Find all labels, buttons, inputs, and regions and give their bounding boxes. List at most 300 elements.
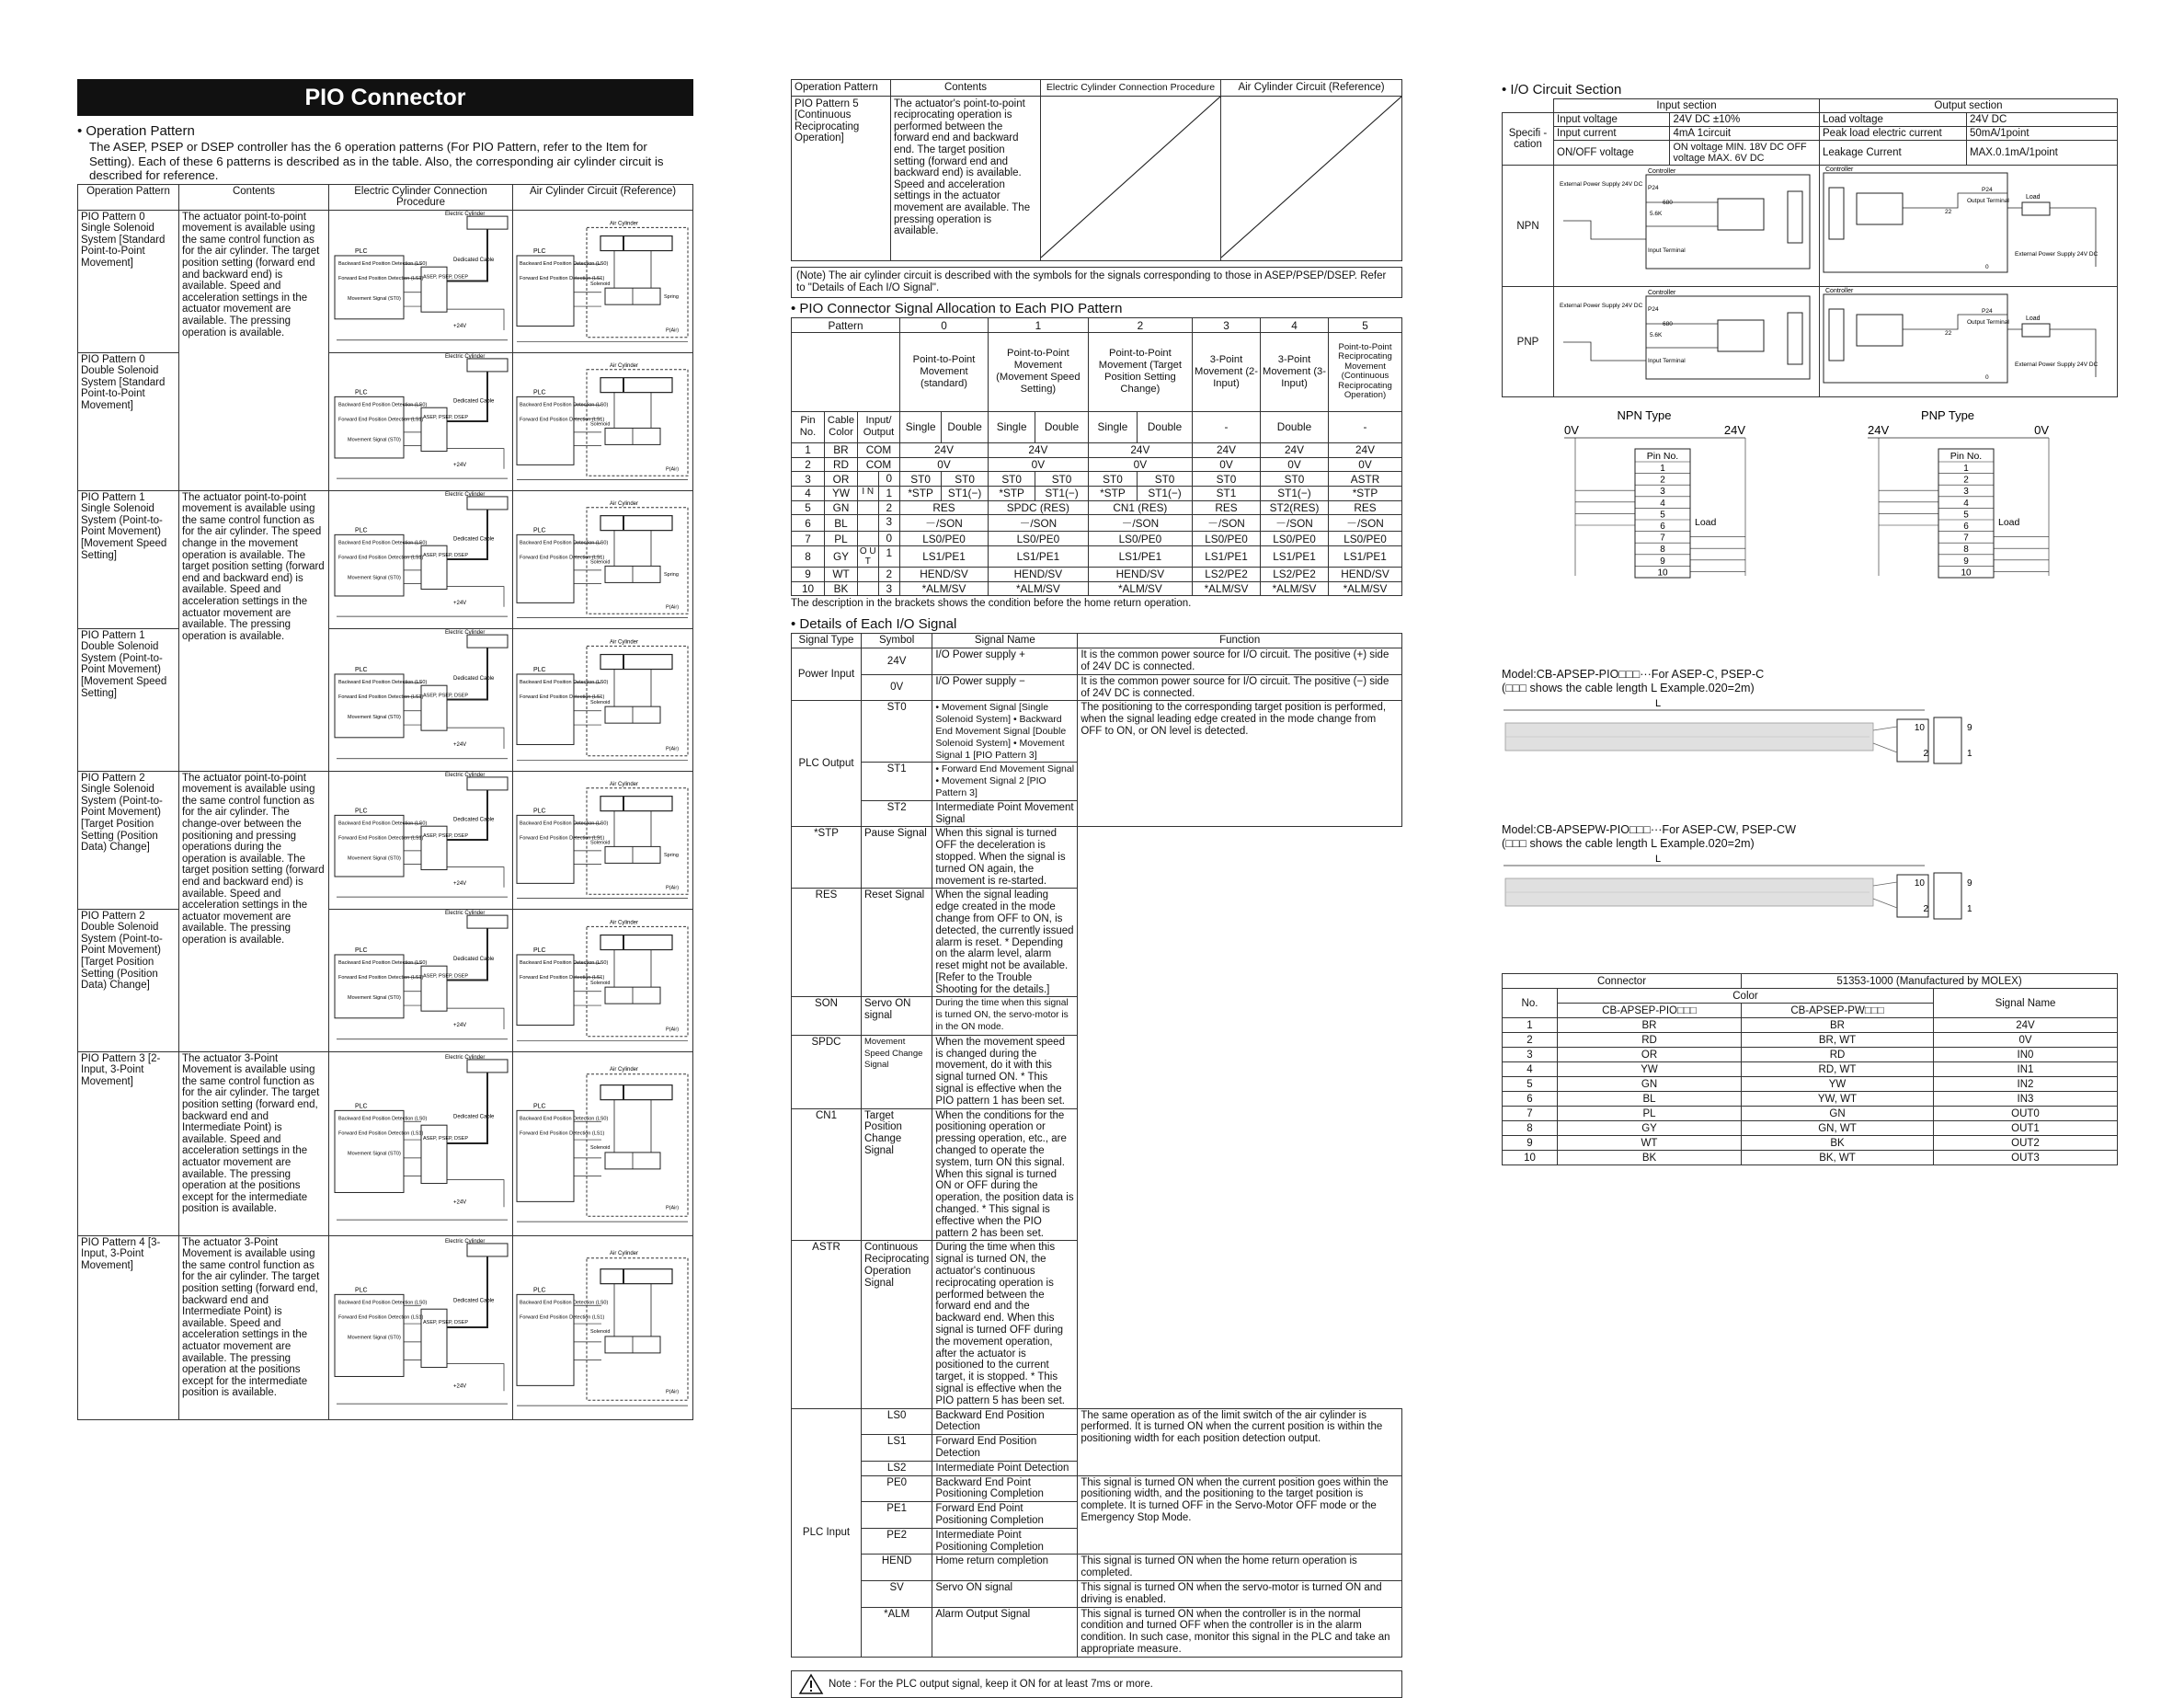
signal-cell: 0V — [1193, 457, 1261, 472]
signal-name: Movement Speed Change Signal — [862, 1035, 932, 1108]
spec-key: Leakage Current — [1820, 141, 1967, 166]
cable-line — [447, 790, 487, 840]
io-side — [858, 515, 879, 531]
signal-cell: ST2(RES) — [1261, 500, 1329, 515]
pattern-number: 4 — [1261, 318, 1329, 333]
connector-cell: 4 — [1503, 1062, 1558, 1077]
solenoid-label: Solenoid — [590, 699, 611, 706]
signal-name: Forward End Position Detection — [932, 1435, 1078, 1462]
air-line — [614, 1283, 651, 1336]
sub-header: Double — [1035, 411, 1089, 442]
connector-cell: 6 — [1503, 1092, 1558, 1107]
cylinder-box — [467, 497, 508, 510]
ls1-label: Forward End Position Detection (LS1) — [520, 1130, 605, 1137]
air-circuit-cell — [513, 1051, 693, 1235]
electric-cylinder-label: Electric Cylinder — [445, 353, 486, 360]
ls1-label: Forward End Position Detection (LS1) — [338, 974, 424, 981]
spec-value: 4mA 1circuit — [1670, 127, 1820, 141]
connector-row — [1503, 1018, 2118, 1033]
allocation-row — [792, 500, 1402, 515]
details-heading-text: Details of Each I/O Signal — [799, 616, 957, 633]
allocation-row — [792, 568, 1402, 582]
signal-cell: ST0 — [989, 472, 1035, 487]
electric-cylinder-label: Electric Cylinder — [445, 1054, 486, 1061]
connector-label: Connector — [1503, 974, 1742, 989]
cable-color: GN — [825, 500, 858, 515]
header-air-circuit: Air Cylinder Circuit (Reference) — [513, 184, 693, 210]
signal-cell: ST1(−) — [942, 486, 989, 500]
cable-line — [447, 372, 487, 421]
allocation-heading: • PIO Connector Signal Allocation to Each PIO Pattern — [791, 301, 1123, 317]
signal-symbol: CN1 — [792, 1108, 862, 1241]
cylinder-body — [600, 515, 672, 530]
controller-box — [1824, 173, 2007, 272]
ls1-label: Forward End Position Detection (LS1) — [338, 1130, 424, 1137]
signal-cell: －/SON — [1261, 515, 1329, 532]
air-line — [614, 669, 651, 706]
p24-label: P24 — [1982, 308, 1993, 315]
io-cell — [858, 500, 900, 515]
rail-right-label: 24V — [1723, 423, 1745, 437]
air-circuit-diagram — [513, 772, 692, 908]
connector-face — [1934, 717, 1961, 763]
signal-cell: RES — [1193, 500, 1261, 515]
cable-line — [447, 1073, 487, 1143]
pattern-row — [78, 210, 693, 352]
connector-cell: YW — [1742, 1077, 1934, 1092]
signal-cell: 24V — [1261, 442, 1329, 457]
pin-number: 8 — [1660, 545, 1665, 556]
signal-function: When the signal leading edge created in the mode change from OFF to ON, is detected, the currently issued alarm is reset. * Depending on the alarm level, alarm reset might not be available. [Refer to the Trouble Shooting for the details.] — [932, 889, 1078, 997]
signal-cell: －/SON — [1329, 515, 1402, 532]
warning-text: Note : For the PLC output signal, keep it ON for at least 7ms or more. — [829, 1678, 1153, 1690]
signal-cell: RES — [1329, 500, 1402, 515]
io-side — [858, 532, 879, 545]
signal-row — [792, 1555, 1402, 1581]
solenoid-label: Solenoid — [590, 421, 611, 428]
io-cell — [858, 568, 900, 582]
plc-label: PLC — [355, 389, 368, 396]
spring-label: Spring — [664, 293, 679, 300]
operation-pattern-column — [77, 79, 693, 1420]
ls0-label: Backward End Position Detection (LS0) — [520, 1300, 609, 1306]
cylinder-body — [600, 935, 672, 949]
signal-cell: －/SON — [1193, 515, 1261, 532]
pnp-output-circuit — [1820, 287, 2114, 394]
header-electric-connection: Electric Cylinder Connection Procedure — [329, 184, 513, 210]
length-label: L — [1654, 854, 1662, 865]
dedicated-cable-label: Dedicated Cable — [453, 816, 495, 822]
sub-header: Double — [942, 411, 989, 442]
solenoid-label: Solenoid — [590, 1328, 611, 1335]
signal-name: Intermediate Point Detection — [932, 1461, 1078, 1475]
pin-number: 9 — [1660, 556, 1665, 567]
pattern-number: 5 — [1329, 318, 1402, 333]
signal-row — [792, 1475, 1402, 1502]
col-b-header: CB-APSEP-PW□□□ — [1742, 1004, 1934, 1018]
header-signal-type: Signal Type — [792, 634, 862, 648]
p-air-label: P(Air) — [666, 603, 680, 610]
air-circuit-diagram — [513, 1052, 692, 1234]
cylinder-box — [467, 1060, 508, 1073]
blank-cell — [1503, 99, 1554, 113]
air-circuit-diagram — [513, 353, 692, 489]
rail-right-label: 0V — [2034, 423, 2049, 437]
allocation-row — [792, 442, 1402, 457]
cylinder-box — [467, 359, 508, 372]
signal-cell: LS1/PE1 — [1329, 546, 1402, 568]
st0-label: Movement Signal (ST0) — [348, 295, 401, 302]
cable1-section — [1502, 668, 2118, 801]
sub-header: Single — [1088, 411, 1137, 442]
resistor-value: 22 — [1945, 209, 1952, 215]
output-terminal-label: Output Terminal — [1967, 198, 2009, 204]
spec-key: Load voltage — [1820, 113, 1967, 127]
io-cell-inner — [858, 515, 899, 531]
signal-cell: HEND/SV — [900, 568, 989, 582]
signal-cell: HEND/SV — [1329, 568, 1402, 582]
connector-cell: IN1 — [1934, 1062, 2118, 1077]
connector-cell: BR — [1558, 1018, 1742, 1033]
signal-function: The positioning to the corresponding target position is performed, when the signal leading edge created in the mode change from OFF to ON, or ON level is detected. — [1078, 701, 1402, 827]
signal-cell: LS1/PE1 — [1193, 546, 1261, 568]
controller-label: ASEP, PSEP, DSEP — [423, 1135, 469, 1142]
operation-pattern-heading: • Operation Pattern — [77, 123, 195, 139]
connector-cell: IN0 — [1934, 1048, 2118, 1062]
internal-ps-box — [1829, 309, 1844, 361]
pin-label: 1 — [1967, 904, 1972, 914]
controller-label: ASEP, PSEP, DSEP — [423, 693, 469, 699]
signal-cell: ST0 — [900, 472, 942, 487]
ls1-label: Forward End Position Detection (LS1) — [520, 1314, 605, 1321]
signal-function: This signal is turned ON when the current position goes within the positioning width, and the positioning to the target position is complete. It is turned OFF in the Servo-Motor OFF mode or the Emergency Stop Mode. — [1078, 1475, 1402, 1555]
air-cylinder-label: Air Cylinder — [610, 781, 639, 787]
cable-color: BR — [825, 442, 858, 457]
cylinder-body — [600, 235, 672, 250]
controller-label: ASEP, PSEP, DSEP — [423, 832, 469, 839]
pin-label: 10 — [1914, 723, 1925, 733]
photocoupler — [1718, 199, 1764, 230]
cable-color: GY — [825, 546, 858, 568]
signal-cell: －/SON — [900, 515, 989, 532]
spec-value: 24V DC ±10% — [1670, 113, 1820, 127]
cable2-drawing — [1502, 851, 2118, 952]
v24-label: +24V — [453, 600, 467, 606]
na-slash — [1041, 97, 1220, 258]
sub-header: Single — [900, 411, 942, 442]
connector-cell: OUT1 — [1934, 1121, 2118, 1136]
signal-cell: *ALM/SV — [1088, 581, 1192, 596]
solenoid-label: Solenoid — [590, 1144, 611, 1151]
io-side: O U T — [858, 546, 879, 567]
air-cylinder-label: Air Cylinder — [610, 638, 639, 645]
pin-no: 2 — [792, 457, 825, 472]
signal-cell: LS1/PE1 — [1088, 546, 1192, 568]
air-circuit-cell — [513, 771, 693, 909]
air-cylinder-label: Air Cylinder — [610, 1250, 639, 1256]
signal-cell: LS2/PE2 — [1193, 568, 1261, 582]
dedicated-cable-label: Dedicated Cable — [453, 397, 495, 404]
pin-number: 1 — [1660, 464, 1665, 474]
pin-number: 1 — [1963, 464, 1969, 474]
connector-cell: 7 — [1503, 1107, 1558, 1121]
signal-function: This signal is turned ON when the servo-motor is turned ON and driving is enabled. — [1078, 1580, 1402, 1607]
io-cell-inner — [858, 472, 899, 486]
ls0-label: Backward End Position Detection (LS0) — [338, 820, 428, 827]
controller-box — [421, 1309, 447, 1367]
signal-cell: 24V — [900, 442, 989, 457]
io-index: 3 — [886, 515, 893, 529]
rail-left-label: 24V — [1868, 423, 1890, 437]
air-circuit-diagram — [513, 211, 692, 351]
plc-box — [517, 1294, 574, 1385]
cable-color: WT — [825, 568, 858, 582]
connector-row — [1503, 1077, 2118, 1092]
signal-symbol: LS1 — [862, 1435, 932, 1462]
cable2-note: (□□□ shows the cable length L Example.020=2m) — [1502, 837, 1755, 850]
header-electric-connection: Electric Cylinder Connection Procedure — [1041, 80, 1221, 97]
pattern-name: PIO Pattern 4 [3-Input, 3-Point Movement] — [78, 1235, 179, 1419]
pattern-number: 2 — [1088, 318, 1192, 333]
cable-wires — [1873, 882, 1897, 908]
signal-cell: 0V — [1088, 457, 1192, 472]
cable-color: OR — [825, 472, 858, 487]
plc-label: PLC — [533, 1103, 546, 1110]
cylinder-box — [467, 635, 508, 648]
io-spec-table — [1502, 98, 2118, 397]
cylinder-box — [467, 216, 508, 229]
load-label: Load — [2026, 194, 2041, 201]
electric-connection-diagram — [329, 1236, 512, 1418]
ls0-label: Backward End Position Detection (LS0) — [338, 1116, 428, 1122]
spec-key: Peak load electric current — [1820, 127, 1967, 141]
controller-box — [1824, 294, 2007, 383]
signal-name: Forward End Point Positioning Completion — [932, 1502, 1078, 1529]
pattern-desc: Point-to-Point Movement (Movement Speed Setting) — [989, 332, 1089, 411]
header-operation-pattern: Operation Pattern — [792, 80, 891, 97]
resistor-value: 680 — [1663, 321, 1673, 327]
plc-label: PLC — [355, 1287, 368, 1294]
pin-label: 1 — [1967, 749, 1972, 759]
io-cell — [858, 532, 900, 546]
signal-row — [792, 1241, 1402, 1408]
wiring-title: PNP Type — [1920, 408, 1975, 422]
pattern-desc: Point-to-Point Movement (Target Position Setting Change) — [1088, 332, 1192, 411]
input-section-header: Input section — [1554, 99, 1820, 113]
signal-cell: LS0/PE0 — [1329, 532, 1402, 546]
ls0-label: Backward End Position Detection (LS0) — [520, 260, 609, 267]
connector-cell: GN — [1742, 1107, 1934, 1121]
signal-name: Servo ON signal — [932, 1580, 1078, 1607]
controller-label: Controller — [1648, 168, 1676, 175]
io-cell-inner — [858, 501, 899, 515]
signal-function: It is the common power source for I/O circuit. The positive (+) side of 24V DC is connected. — [1078, 648, 1402, 675]
connector-cell: BK, WT — [1742, 1151, 1934, 1165]
internal-ps-box — [1829, 188, 1844, 239]
connector-cell: BK — [1742, 1136, 1934, 1151]
connector-cell: 1 — [1503, 1018, 1558, 1033]
electric-connection-cell — [329, 771, 513, 909]
electric-connection-diagram — [329, 629, 512, 770]
connector-cell: RD — [1558, 1033, 1742, 1048]
color-header: Color — [1558, 989, 1934, 1004]
signal-name: Backward End Position Detection — [932, 1408, 1078, 1435]
spec-value: 24V DC — [1967, 113, 2118, 127]
rail-left-label: 0V — [1564, 423, 1579, 437]
st0-label: Movement Signal (ST0) — [348, 714, 401, 720]
cable-line — [447, 510, 487, 559]
connector-cell: 24V — [1934, 1018, 2118, 1033]
pin-number: 8 — [1963, 545, 1969, 556]
output-section-header: Output section — [1820, 99, 2118, 113]
ls1-label: Forward End Position Detection (LS1) — [338, 1314, 424, 1321]
io-side — [858, 501, 879, 515]
io-cell-inner — [858, 582, 899, 596]
npn-output-circuit — [1820, 166, 2114, 283]
electric-connection-diagram — [329, 910, 512, 1050]
pin-no: 3 — [792, 472, 825, 487]
pattern-number: 1 — [989, 318, 1089, 333]
pattern5-contents: The actuator's point-to-point reciprocating operation is performed between the forward end and backward end. The target position setting (forward end and backward end) is available. Speed and acceleration settings in the actuator movement are available. The pressing operation is available. — [891, 96, 1041, 261]
signal-cell: 0V — [900, 457, 989, 472]
signal-name: Pause Signal — [862, 827, 932, 889]
connector-row — [1503, 1092, 2118, 1107]
pin-label: 10 — [1914, 878, 1925, 889]
load-label: Load — [1695, 517, 1717, 528]
air-circuit-diagram — [513, 910, 692, 1050]
signal-symbol: 24V — [862, 648, 932, 675]
pin-no: 6 — [792, 515, 825, 532]
io-index: 2 — [886, 568, 893, 580]
cylinder-body — [600, 1084, 672, 1099]
cable2-model: Model:CB-APSEPW-PIO□□□···For ASEP-CW, PSEP-CW — [1502, 823, 1796, 836]
ls1-label: Forward End Position Detection (LS1) — [520, 275, 605, 281]
signal-function: During the time when this signal is turned ON, the actuator's continuous reciprocating operation is performed between the forward end and the backward end. When this signal is turned OFF during the movement operation, after the actuator is positioned to the current target, it is stopped. * This signal is effective when the PIO pattern 5 has been set. — [932, 1241, 1078, 1408]
signal-row — [792, 827, 1402, 889]
controller-label: ASEP, PSEP, DSEP — [423, 552, 469, 558]
connector-cell: BK — [1558, 1151, 1742, 1165]
v24-label: +24V — [453, 462, 467, 468]
air-line — [614, 810, 651, 846]
p-air-label: P(Air) — [666, 746, 680, 752]
plc-label: PLC — [533, 247, 546, 255]
v24-label: +24V — [453, 741, 467, 748]
cable-color: YW — [825, 486, 858, 500]
signal-cell: LS0/PE0 — [900, 532, 989, 546]
allocation-row — [792, 457, 1402, 472]
signal-symbol: ST2 — [862, 800, 932, 827]
spec-value: ON voltage MIN. 18V DC OFF voltage MAX. 6V DC — [1670, 141, 1820, 166]
pattern-contents: The actuator point-to-point movement is available using the same control function as for the air cylinder. The change-over between the positioning and pressing operations during the operation is available. The target position setting (forward end and backward end) is available. Speed and acceleration settings in the actuator movement are available. The pressing operation is available. — [179, 771, 329, 1051]
controller-label: ASEP, PSEP, DSEP — [423, 274, 469, 281]
electric-connection-cell — [329, 628, 513, 771]
p-air-label: P(Air) — [666, 1027, 680, 1033]
p24-label: P24 — [1982, 187, 1993, 193]
connector-row — [1503, 1121, 2118, 1136]
io-side — [858, 582, 879, 596]
st0-label: Movement Signal (ST0) — [348, 855, 401, 862]
signal-type-output: PLC Output — [792, 701, 862, 827]
ls0-label: Backward End Position Detection (LS0) — [520, 1116, 609, 1122]
p-air-label: P(Air) — [666, 327, 680, 334]
ls0-label: Backward End Position Detection (LS0) — [338, 959, 428, 966]
blank-cell — [792, 332, 900, 411]
sub-header: Double — [1261, 411, 1329, 442]
resistor-value: 5.6K — [1650, 332, 1663, 338]
signal-row — [792, 1607, 1402, 1657]
ls0-label: Backward End Position Detection (LS0) — [338, 1300, 428, 1306]
load-label: Load — [1998, 517, 2020, 528]
header-symbol: Symbol — [862, 634, 932, 648]
connector-cell: BL — [1558, 1092, 1742, 1107]
signal-cell: HEND/SV — [989, 568, 1089, 582]
controller-label: Controller — [1648, 290, 1676, 296]
connector-cell: RD — [1742, 1048, 1934, 1062]
solenoid-label: Solenoid — [590, 281, 611, 287]
signal-cell: CN1 (RES) — [1088, 500, 1192, 515]
sub-header: - — [1329, 411, 1402, 442]
dedicated-cable-label: Dedicated Cable — [453, 1113, 495, 1119]
signal-row — [792, 1108, 1402, 1241]
signal-function: This signal is turned ON when the controller is in the normal condition and turned OFF when the controller is in the alarm condition. In such case, monitor this signal in the PLC and take an appropriate measure. — [1078, 1607, 1402, 1657]
pnp-label: PNP — [1503, 287, 1554, 397]
pattern-row — [78, 628, 693, 771]
electric-cylinder-label: Electric Cylinder — [445, 910, 486, 916]
photocoupler — [1718, 320, 1764, 351]
ls1-label: Forward End Position Detection (LS1) — [338, 275, 424, 281]
signal-cell: LS1/PE1 — [900, 546, 989, 568]
io-index: 1 — [886, 546, 893, 559]
pin-number: 4 — [1660, 498, 1665, 509]
signal-symbol: LS2 — [862, 1461, 932, 1475]
connector-face — [1934, 873, 1961, 919]
signal-symbol: 0V — [862, 674, 932, 701]
signal-cell: ST1(−) — [1035, 486, 1089, 500]
pin-no: 9 — [792, 568, 825, 582]
plc-label: PLC — [355, 527, 368, 534]
signal-cell: ST1(−) — [1261, 486, 1329, 500]
p24-label: P24 — [1648, 185, 1659, 191]
connector-cell: GN — [1558, 1077, 1742, 1092]
air-cylinder-label: Air Cylinder — [610, 500, 639, 507]
pin-number: 2 — [1963, 475, 1969, 486]
connector-row — [1503, 1151, 2118, 1165]
plc-label: PLC — [355, 1103, 368, 1110]
ls0-label: Backward End Position Detection (LS0) — [338, 402, 428, 408]
input-wire — [1563, 342, 1646, 361]
signal-cell: ST0 — [1193, 472, 1261, 487]
resistor-value: 22 — [1945, 330, 1952, 337]
allocation-row — [792, 532, 1402, 546]
pnp-input-circuit — [1554, 287, 1819, 394]
electric-connection-cell — [329, 490, 513, 628]
io-index: 0 — [886, 472, 893, 486]
connector-cell: OUT3 — [1934, 1151, 2118, 1165]
cylinder-box — [467, 915, 508, 928]
signal-cell: 24V — [1088, 442, 1192, 457]
signal-name: Home return completion — [932, 1555, 1078, 1581]
connector-row — [1503, 1048, 2118, 1062]
spec-key: ON/OFF voltage — [1554, 141, 1670, 166]
io-side — [858, 568, 879, 581]
io-type: COM — [858, 442, 900, 457]
pattern5-na-cell — [1221, 96, 1402, 261]
signal-cell: *STP — [989, 486, 1035, 500]
connector-cell: GY — [1558, 1121, 1742, 1136]
signal-symbol: ASTR — [792, 1241, 862, 1408]
signal-column — [791, 79, 1402, 1698]
pin-number: 3 — [1963, 487, 1969, 498]
